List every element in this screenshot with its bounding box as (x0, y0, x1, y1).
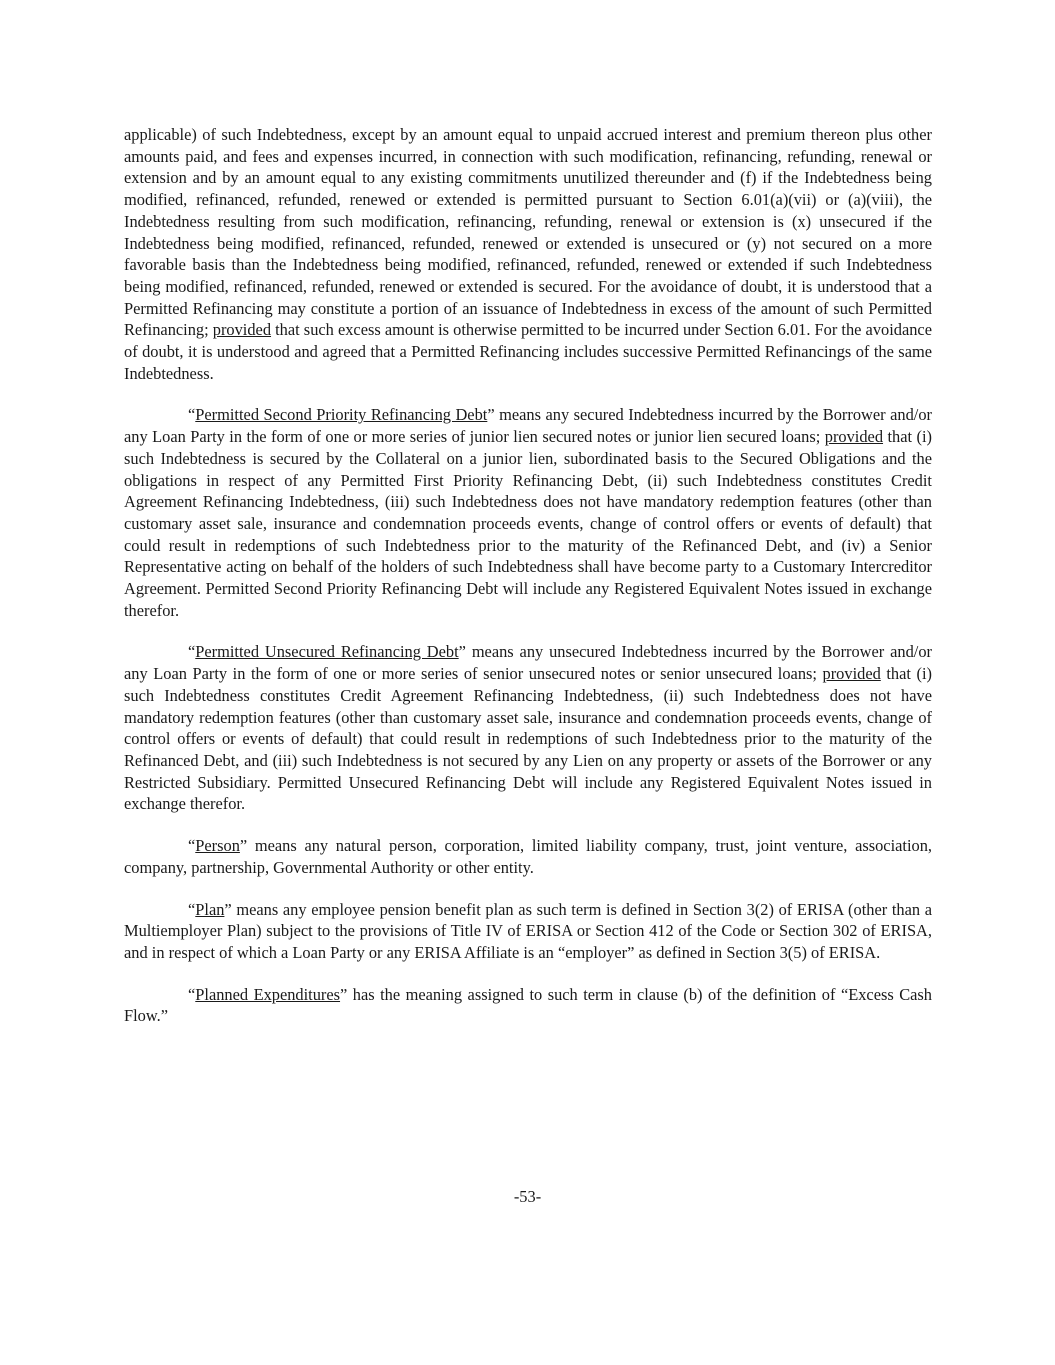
defined-term: Permitted Unsecured Refinancing Debt (195, 642, 459, 662)
definition-plan (124, 899, 932, 964)
underlined-provided: provided (212, 320, 272, 340)
open-quote: “ (188, 984, 196, 1004)
definition-person (124, 835, 932, 878)
defined-term: Planned Expenditures (195, 984, 341, 1004)
paragraph-text: that such excess amount is otherwise permitted to be incurred under Section 6.01. For the avoidance of doubt, it is understood and agreed that a Permitted Refinancing includes successive Permitted Refinancings of the same Indebtedness. (124, 320, 932, 383)
paragraph-text: applicable) of such Indebtedness, except by an amount equal to unpaid accrued interest and premium thereon plus other amounts paid, and fees and expenses incurred, in connection with such modification, refinancing, refunding, renewal or extension and by an amount equal to any existing commitments unutilized thereunder and (f) if the Indebtedness being modified, refinanced, refunded, renewed or extended is permitted pursuant to Section 6.01(a)(vii) or (a)(viii), the Indebtedness resulting from such modification, refinancing, refunding, renewal or extension is (x) unsecured if the Indebtedness being modified, refinanced, refunded, renewed or extended is unsecured or (y) not secured on a more favorable basis than the Indebtedness being modified, refinanced, refunded, renewed or extended if such Indebtedness being modified, refinanced, refunded, renewed or extended is secured. For the avoidance of doubt, it is understood that a Permitted Refinancing may constitute a portion of an issuance of Indebtedness in excess of the amount of such Permitted Refinancing; (124, 125, 932, 340)
defined-term: Plan (195, 899, 225, 919)
definition-planned-expenditures (124, 984, 932, 1027)
underlined-provided: provided (822, 664, 881, 684)
definition-text: ” has the meaning assigned to such term in clause (b) of the definition of “Excess Cash Flow.” (124, 984, 932, 1026)
paragraph-permitted-refinancing-continued (124, 124, 932, 384)
open-quote: “ (188, 836, 196, 856)
open-quote: “ (188, 405, 196, 425)
definition-permitted-second-priority-refinancing-debt (124, 404, 932, 621)
open-quote: “ (188, 899, 196, 919)
definition-text: that (i) such Indebtedness is secured by the Collateral on a junior lien, subordinated basis to the Secured Obligations and the obligations in respect of any Permitted First Priority Refinancing Debt, (ii) such Indebtedness constitutes Credit Agreement Refinancing Indebtedness, (iii) such Indebtedness does not have mandatory redemption features (other than customary asset sale, insurance and condemnation proceeds events, change of control offers or events of default) that could result in redemptions of such Indebtedness prior to the maturity of the Refinanced Debt, and (iv) a Senior Representative acting on behalf of the holders of such Indebtedness shall have become party to a Customary Intercreditor Agreement. Permitted Second Priority Refinancing Debt will include any Registered Equivalent Notes issued in exchange therefor. (124, 427, 932, 620)
document-page (124, 124, 932, 1047)
definition-text: ” means any natural person, corporation, limited liability company, trust, joint venture, association, company, partnership, Governmental Authority or other entity. (124, 836, 932, 877)
open-quote: “ (188, 642, 196, 662)
page-number: -53- (513, 1187, 542, 1206)
definition-permitted-unsecured-refinancing-debt (124, 641, 932, 815)
defined-term: Person (195, 836, 240, 856)
definition-text: ” means any employee pension benefit plan as such term is defined in Section 3(2) of ERISA (other than a Multiemployer Plan) subject to the provisions of Title IV of ERISA or Section 412 of the Code or Section 302 of ERISA, and in respect of which a Loan Party or any ERISA Affiliate is an “employer” as defined in Section 3(5) of ERISA. (124, 899, 932, 962)
underlined-provided: provided (824, 427, 884, 447)
definition-text: ” means any unsecured Indebtedness incurred by the Borrower and/or any Loan Party in the form of one or more series of senior unsecured notes or senior unsecured loans; (124, 642, 932, 684)
defined-term: Permitted Second Priority Refinancing Debt (195, 405, 488, 425)
definition-text: ” means any secured Indebtedness incurred by the Borrower and/or any Loan Party in the form of one or more series of junior lien secured notes or junior lien secured loans; (124, 405, 932, 447)
definition-text: that (i) such Indebtedness constitutes Credit Agreement Refinancing Indebtedness, (ii) such Indebtedness does not have mandatory redemption features (other than customary asset sale, insurance and condemnation proceeds events, change of control offers or events of default) that could result in redemptions of such Indebtedness prior to the maturity of the Refinanced Debt, and (iii) such Indebtedness is not secured by any Lien on any property or assets of the Borrower or any Restricted Subsidiary. Permitted Unsecured Refinancing Debt will include any Registered Equivalent Notes issued in exchange therefor. (124, 664, 932, 814)
